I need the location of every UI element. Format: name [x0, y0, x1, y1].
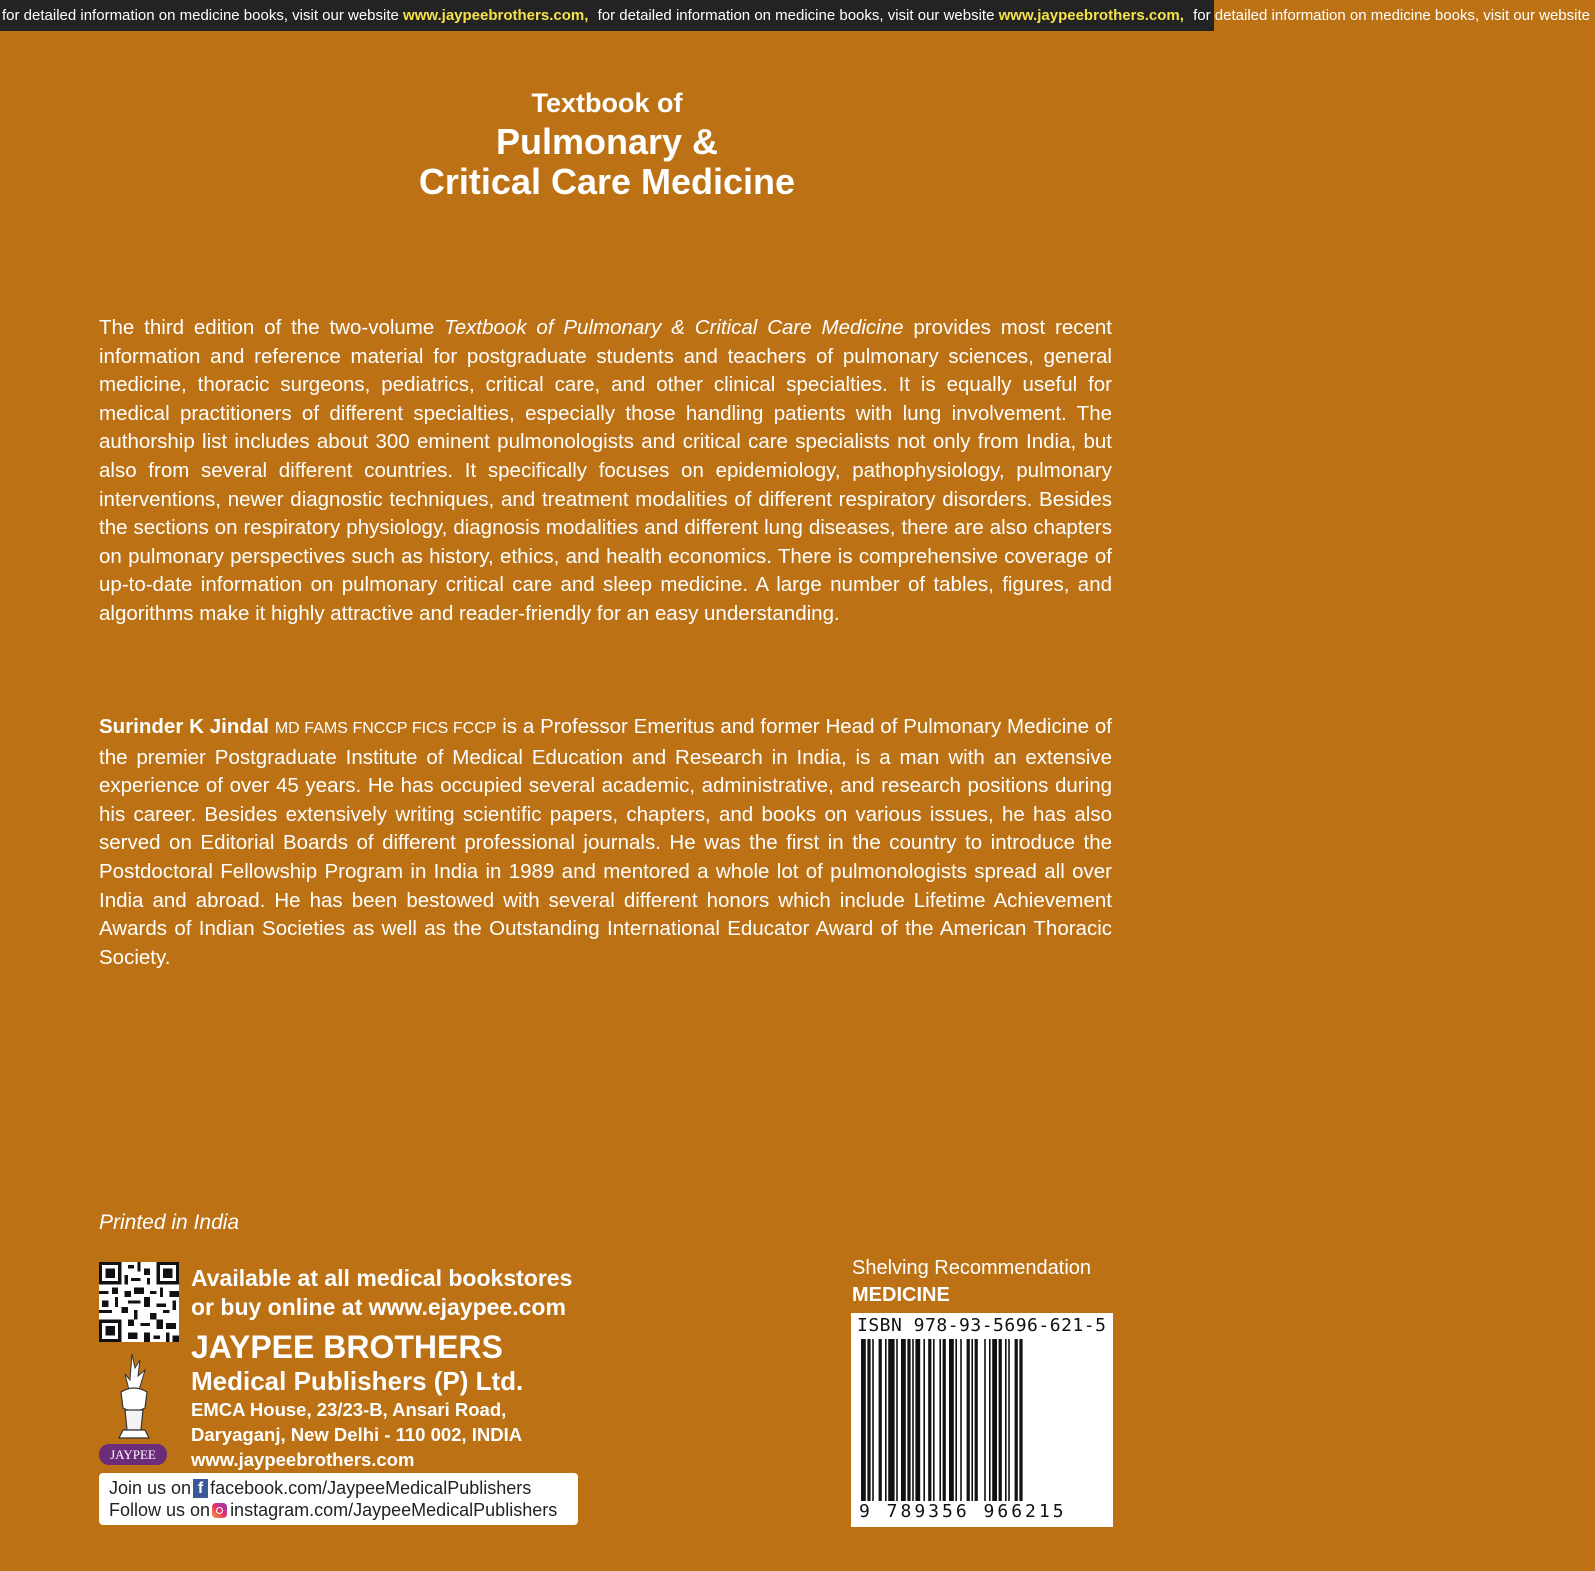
title-line-2: Critical Care Medicine [418, 161, 796, 202]
availability-text [191, 1264, 572, 1322]
publisher-subname: Medical Publishers (P) Ltd. [191, 1366, 524, 1396]
printed-in: Printed in India [99, 1211, 240, 1234]
title-prefix: Textbook of [531, 88, 683, 118]
logo-text: JAYPEE [110, 1447, 156, 1462]
barcode-bar [923, 1339, 925, 1501]
publisher-name: JAYPEE BROTHERS [191, 1329, 503, 1365]
banner-segment: for detailed information on medicine books, visit our website [1193, 7, 1590, 24]
book-description: The third edition of the two-volume Textbook of Pulmonary & Critical Care Medicine provides most recent information and reference material for postgraduate students and teachers of pulmonary sciences, general medicine, thoracic surgeons, pediatrics, critical care, and other clinical specialties. It is equally useful for medical practitioners of different specialties, especially those handling patients with lung involvement. The authorship list includes about 300 eminent pulmonologists and critical care specialists not only from India, but also from several different countries. It specifically focuses on epidemiology, pathophysiology, pulmonary interventions, newer diagnostic techniques, and treatment modalities of different respiratory disorders. Besides the sections on respiratory physiology, diagnosis modalities and different lung diseases, there are also chapters on pulmonary perspectives such as history, ethics, and health economics. There is comprehensive coverage of up-to-date information on pulmonary critical care and sleep medicine. A large number of tables, figures, and algorithms make it highly attractive and reader-friendly for an easy understanding. [99, 316, 1112, 625]
barcode-bar [861, 1339, 866, 1501]
barcode-bar [912, 1339, 914, 1501]
title-line-1: Pulmonary & [495, 121, 719, 162]
banner-segment: for detailed information on medicine books, visit our website www.jaypeebrothers.com, [2, 7, 589, 24]
barcode-bar [984, 1339, 986, 1501]
barcode-bar [989, 1339, 991, 1501]
barcode-bar [888, 1339, 894, 1501]
shelving-label: Shelving Recommendation [852, 1257, 1092, 1279]
publisher-address-1: EMCA House, 23/23-B, Ansari Road, [191, 1399, 507, 1420]
barcode-bar [885, 1339, 887, 1501]
barcode-bar [896, 1339, 898, 1501]
jaypee-logo [99, 1350, 169, 1466]
isbn-text: ISBN 978-93-5696-621-5 [857, 1315, 1107, 1336]
qr-code [99, 1262, 179, 1342]
author-name: Surinder K Jindal [99, 715, 269, 738]
barcode-bar [955, 1339, 957, 1501]
author-bio: Surinder K Jindal MD FAMS FNCCP FICS FCCP is a Professor Emeritus and former Head of Pulmonary Medicine of the premier Postgraduate Institute of Medical Education and Research in India, is a man with an extensive experience of over 45 years. He has occupied several academic, administrative, and research positions during his career. Besides extensively writing scientific papers, chapters, and books on various issues, he has also served on Editorial Boards of different professional journals. He was the first in the country to introduce the Postdoctoral Fellowship Program in India in 1989 and mentored a whole lot of pulmonologists spread all over India and abroad. He has been bestowed with several different honors which include Lifetime Achievement Awards of Indian Societies as well as the Outstanding International Educator Award of the American Thoracic Society. [99, 715, 1113, 969]
barcode-bar [949, 1339, 954, 1501]
availability-line-2: or buy online at www.ejaypee.com [191, 1294, 566, 1320]
banner-website-link[interactable]: www.jaypeebrothers.com, [998, 7, 1184, 24]
publisher-info [191, 1329, 523, 1472]
barcode-bar [943, 1339, 946, 1501]
barcode-bars [859, 1339, 1105, 1501]
barcode-bar [967, 1339, 970, 1501]
barcode-bar [879, 1339, 882, 1501]
barcode-bar [933, 1339, 935, 1501]
barcode-bar [1019, 1339, 1022, 1501]
barcode-bar [1015, 1339, 1018, 1501]
social-box [99, 1473, 578, 1525]
author-credentials: MD FAMS FNCCP FICS FCCP [274, 720, 497, 737]
facebook-icon: f [193, 1479, 208, 1498]
barcode-bar [975, 1339, 978, 1501]
barcode-bar [971, 1339, 973, 1501]
barcode-bar [960, 1339, 962, 1501]
barcode-bar [915, 1339, 920, 1501]
barcode-number: 9 789356 966215 [859, 1501, 1067, 1522]
availability-line-1: Available at all medical bookstores [191, 1265, 573, 1291]
barcode-bar [1005, 1339, 1007, 1501]
barcode-bar [1008, 1339, 1010, 1501]
instagram-icon [212, 1503, 227, 1518]
barcode-bar [872, 1339, 874, 1501]
barcode-bar [907, 1339, 910, 1501]
instagram-link[interactable]: instagram.com/JaypeeMedicalPublishers [230, 1500, 558, 1520]
barcode-bar [999, 1339, 1002, 1501]
book-title-italic: Textbook of Pulmonary & Critical Care Medicine [444, 316, 904, 339]
barcode-bar [992, 1339, 997, 1501]
publisher-website[interactable]: www.jaypeebrothers.com [191, 1449, 415, 1470]
facebook-row: Join us on f facebook.com/JaypeeMedicalPublishers [109, 1478, 532, 1498]
banner-segment: for detailed information on medicine books, visit our website www.jaypeebrothers.com, [597, 7, 1184, 24]
banner-website-link[interactable]: www.jaypeebrothers.com, [403, 7, 589, 24]
barcode-bar [928, 1339, 931, 1501]
website-banner [0, 0, 1590, 31]
shelving-category: MEDICINE [852, 1284, 950, 1306]
publisher-address-2: Daryaganj, New Delhi - 110 002, INDIA [191, 1424, 523, 1445]
facebook-link[interactable]: facebook.com/JaypeeMedicalPublishers [210, 1478, 532, 1498]
shelving-recommendation [852, 1255, 1091, 1309]
instagram-row: Follow us on instagram.com/JaypeeMedicalPublishers [109, 1500, 558, 1520]
barcode-bar [867, 1339, 870, 1501]
isbn-barcode [851, 1313, 1113, 1527]
barcode-bar [939, 1339, 941, 1501]
barcode-bar [901, 1339, 906, 1501]
